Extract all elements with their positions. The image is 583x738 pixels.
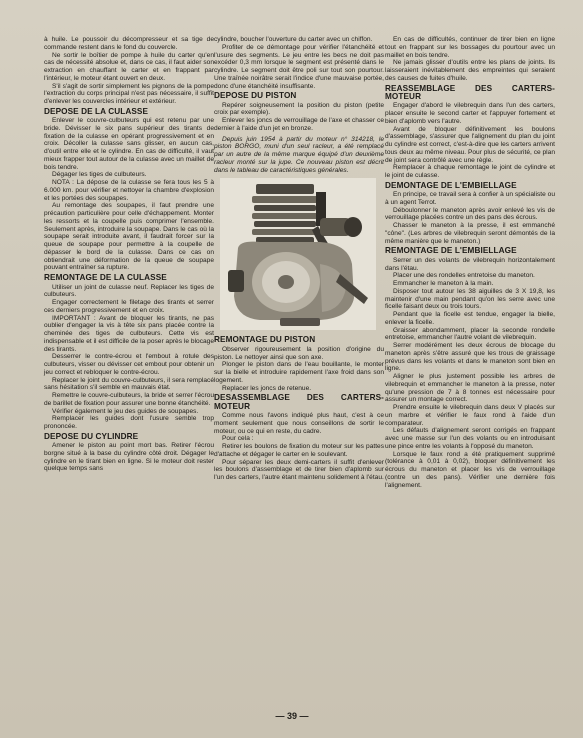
paragraph: Serrer un des volants de vilebrequin horizontalement dans l'étau. [385, 256, 555, 272]
italic-note: Depuis juin 1954 à partir du moteur n° 314218, le piston BORGO, muni d'un seul racleur, a été remplacé par un autre de la même marque équipé d'un deuxième racleur monté sur la jupe. Ce nouveau piston est décrit dans le tableau de caractéristiques générales. [214, 135, 384, 174]
paragraph: Les défauts d'alignement seront corrigés en frappant avec une masse sur l'un des volants ou en introduisant une pince entre les volants à l'opposé du maneton. [385, 427, 555, 450]
paragraph: Enlever le couvre-culbuteurs qui est retenu par une bride. Dévisser le six pans supérieur des tirants de fixation de la culasse en opérant progressivement et en croix. Décoller la culasse sans glisser, en aucun cas, d'outil entre elle et le cylindre. En cas de difficulté, il vaut mieux frapper tout autour de la culasse avec un maillet de bois tendre. [44, 117, 214, 171]
paragraph: Lorsque le faux rond a été pratiquement supprimé (tolérance à 0,01 à 0,02), bloquer définitivement les écrous du maneton et placer les vis de verrouillage (contre un des pans). Vérifier une dernière fois l'alignement. [385, 450, 555, 489]
paragraph: Graisser abondamment, placer la seconde rondelle entretoise, emmancher l'autre volant de vilebrequin. [385, 326, 555, 342]
paragraph: Profiter de ce démontage pour vérifier l'étanchéité et l'usure des segments. Le jeu entre les becs ne doit pas excéder 0,3 mm lorsque le segment est présenté dans le cylindre. Le segment doit être poli sur tout son pourtour. Une traînée noirâtre serait l'indice d'une mauvaise portée, donc d'une étanchéité insuffisante. [214, 43, 384, 90]
section-heading: REMONTAGE DE L'EMBIELLAGE [385, 246, 517, 256]
paragraph: Remplacer à chaque remontage le joint de cylindre et le joint de culasse. [385, 164, 555, 180]
paragraph: Dégager les tiges de culbuteurs. [52, 171, 147, 179]
section-heading: REASSEMBLAGE DES CARTERS-MOTEUR [385, 83, 555, 101]
paragraph: Observer rigoureusement la position d'origine du piston. Le nettoyer ainsi que son axe. [214, 345, 384, 361]
paragraph: Utiliser un joint de culasse neuf. Replacer les tiges de culbuteurs. [44, 283, 214, 299]
paragraph: Replacer le joint du couvre-culbuteurs, il sera remplacé sans hésitation s'il semble en mauvais état. [44, 376, 214, 392]
section-heading: REMONTAGE DE LA CULASSE [44, 273, 167, 283]
paragraph: Pendant que la ficelle est tendue, engager la bielle, enlever la ficelle. [385, 311, 555, 326]
paragraph: Desserrer le contre-écrou et l'embout à rotule des culbuteurs, visser ou dévisser cet embout pour obtenir un jeu correct et rebloquer le contre-écrou. [44, 353, 214, 376]
column-left [44, 36, 214, 473]
paragraph: Pour cela : [222, 435, 254, 443]
paragraph: Engager correctement le filetage des tirants et serrer ces derniers progressivement et en croix. [44, 299, 214, 314]
section-heading: DEMONTAGE DE L'EMBIELLAGE [385, 180, 517, 190]
paragraph: Pour séparer les deux demi-carters il suffit d'enlever les boulons d'assemblage et de tirer bien d'aplomb sur l'un des carters, l'autre étant maintenu solidement à l'étau. [214, 458, 384, 482]
paragraph: Vérifier également le jeu des guides de soupapes. [52, 407, 199, 415]
paragraph: Comme nous l'avons indiqué plus haut, c'est à ce moment seulement que nous conseillons de sortir le moteur, ou ce qui en reste, du cadre. [214, 412, 384, 435]
paragraph: Engager d'abord le vilebrequin dans l'un des carters, placer ensuite le second carter et l'appuyer fortement et bien d'aplomb vers l'autre. [385, 102, 555, 125]
paragraph: Aligner le plus justement possible les arbres de vilebrequin et emmancher le maneton à la presse, noter qu'une pression de 7 à 8 tonnes est nécessaire pour assurer un montage correct. [385, 373, 555, 404]
paragraph: IMPORTANT : Avant de bloquer les tirants, ne pas oublier d'engager la vis à tête six pans placée contre la cheminée des tiges de culbuteurs. Cette vis est indispensable et il est difficile de la poser après le blocage des tirants. [44, 314, 214, 353]
paragraph: à huile. Le poussoir du décompresseur et sa tige de commande restent dans le fond du couvercle. [44, 36, 214, 51]
paragraph: Au remontage des soupapes, il faut prendre une précaution particulière pour celle d'échappement. Monter les ressorts et la coupelle puis comprimer l'ensemble. Seulement après, introduire la soupape. Dans le cas où la soupape serait introduite avant, il faudrait forcer sur la queue de soupape pour permettre à la coupelle de dépasser le bord de la culasse. Dans ce cas on obtiendrait une déformation de la queue de soupape pouvant entraîner sa rupture. [44, 202, 214, 272]
paragraph: Amener le piston au point mort bas. Retirer l'écrou borgne situé à la base du cylindre côté droit. Dégager le cylindre en le tirant bien en ligne. Si le moteur doit rester quelque temps sans [44, 442, 214, 473]
column-right [385, 36, 555, 489]
paragraph: Ne sortir le boîtier de pompe à huile du carter qu'en cas de nécessité absolue et, dans ce cas, il faut aider son extraction en chauffant le carter et en frappant par l'intérieur, le moteur étant ouvert en deux. [44, 51, 214, 82]
paragraph: Ne jamais glisser d'outils entre les plans de joints. Ils laisseraient inévitablement des empreintes qui seraient des causes de fuites d'huile. [385, 59, 555, 82]
paragraph: Avant de bloquer définitivement les boulons d'assemblage, s'assurer que l'alignement du plan du joint du cylindre est correct, c'est-à-dire que les carters arrivent tous deux au même niveau. Pour plus de sécurité, ce plan de joint sera contrôlé avec une règle. [385, 125, 555, 164]
paragraph: En cas de difficultés, continuer de tirer bien en ligne tout en frappant sur les bossages du pourtour avec un maillet en bois tendre. [385, 36, 555, 59]
engine-illustration [220, 178, 376, 330]
paragraph: Emmancher le maneton à la main. [393, 280, 494, 288]
paragraph: Déboulonner le maneton après avoir enlevé les vis de verrouillage placées contre un des pans des écrous. [385, 206, 555, 222]
paragraph: Replacer les joncs de retenue. [222, 384, 312, 392]
section-heading: DEPOSE DE LA CULASSE [44, 106, 149, 116]
section-heading: DEPOSE DU CYLINDRE [44, 431, 139, 441]
column-middle [214, 36, 384, 482]
paragraph: NOTA : La dépose de la culasse se fera tous les 5 à 6.000 km. pour vérifier et nettoyer la chambre d'explosion et les portées des soupapes. [44, 179, 214, 202]
engine-photo [220, 178, 376, 330]
section-heading: REMONTAGE DU PISTON [214, 335, 316, 345]
paragraph: Remettre le couvre-culbuteurs, la bride et serrer l'écrou de barillet de fixation pour assurer une bonne étanchéité. [44, 392, 214, 407]
paragraph: Plonger le piston dans de l'eau bouillante, le monter sur la bielle et introduire rapidement l'axe froid dans son logement. [214, 361, 384, 384]
section-heading: DESASSEMBLAGE DES CARTERS-MOTEUR [214, 393, 384, 411]
section-heading: DEPOSE DU PISTON [214, 91, 297, 101]
paragraph: cylindre, boucher l'ouverture du carter avec un chiffon. [214, 36, 373, 43]
paragraph: Retirer les boulons de fixation du moteur sur les pattes d'attache et dégager le carter en le soulevant. [214, 443, 384, 458]
page-number: — 39 — [275, 711, 309, 721]
paragraph: Repérer soigneusement la position du piston (petite croix par exemple). [214, 101, 384, 117]
paragraph: Placer une des rondelles entretoise du maneton. [393, 272, 535, 280]
paragraph: Disposer tout autour les 38 aiguilles de 3 X 19,8, les maintenir d'une main pendant qu'on les serre avec une ficelle faisant deux ou trois tours. [385, 287, 555, 311]
paragraph: Prendre ensuite le vilebrequin dans deux V placés sur un marbre et vérifier le faux rond à l'aide d'un comparateur. [385, 404, 555, 427]
paragraph: Chasser le maneton à la presse, il est emmanché "cône". (Les arbres de vilebrequin seront démontés de la même manière que le maneton.) [385, 222, 555, 245]
paragraph: Remplacer les guides dont l'usure semble trop prononcée. [44, 415, 214, 431]
paragraph: Enlever les joncs de verrouillage de l'axe et chasser ce dernier à l'aide d'un jet en bronze. [214, 117, 384, 132]
paragraph: En principe, ce travail sera à confier à un spécialiste ou à un agent Terrot. [385, 191, 555, 206]
paragraph: Serrer modérément les deux écrous de blocage du maneton après s'être assuré que les trous de graissage prévus dans les volants et dans le maneton sont bien en ligne. [385, 342, 555, 373]
paragraph: S'il s'agit de sortir simplement les pignons de la pompe l'extraction du corps principal n'est pas nécessaire, il suffit d'enlever les couvercles intérieur et extérieur. [44, 82, 214, 105]
